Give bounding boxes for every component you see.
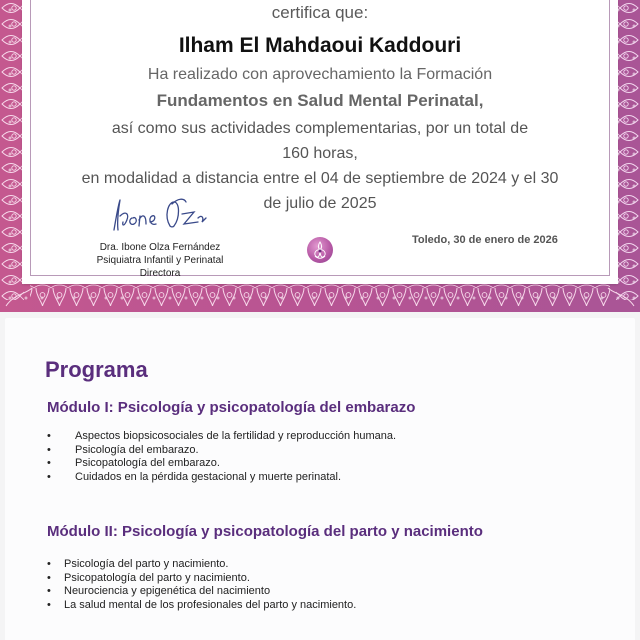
course-title: Fundamentos en Salud Mental Perinatal, [156, 91, 484, 110]
bullet-icon: • [47, 598, 51, 611]
place-date: Toledo, 30 de enero de 2026 [412, 234, 558, 246]
document-page: certifica que: Ilham El Mahdaoui Kaddouri Ha realizado con aprovechamiento la Formación Fundamentos en Salud Mental Perinatal, así como sus actividades complementarias, por un total de 160 horas, en modalidad a distancia entre el 04 de septiembre de 2024 y el 30 de julio de 2025 Dra. Ibone Olza Fernández Psiquiatra Infantil y Perinatal Directora Toledo, 30 de enero de 2026 Programa Módulo I: Psicología y psicopatología del embarazo • Aspectos biopsicosociales de la fertilidad y reproducción humana. • Psicología del embarazo. • Psicopatología del embarazo. • Cuidados en la pérdida gestacional y muerte perinatal. Módulo II: Psicología y psicopatología del parto y nacimiento • Psicología del parto y nacimiento. • Psicopatología del parto y nacimiento. • Neurociencia y epigenética del nacimiento • La salud mental de los profesionales del parto y nacimiento. [0, 0, 640, 640]
certificate [0, 0, 640, 312]
bullet-icon: • [47, 430, 51, 442]
lotus-triquetra-logo-icon [307, 237, 333, 263]
signature-icon [106, 196, 216, 236]
bullet-icon: • [47, 457, 51, 469]
end-date-line: de julio de 2025 [263, 195, 377, 212]
signer-role: Directora [139, 268, 181, 279]
completion-statement: Ha realizado con aprovechamiento la Formación [147, 66, 493, 83]
lace-border-bottom-icon [0, 284, 640, 312]
bullet-icon: • [47, 571, 51, 584]
signer-title: Psiquiatra Infantil y Perinatal [96, 255, 224, 266]
modality-dates-line: en modalidad a distancia entre el 04 de septiembre de 2024 y el 30 [81, 170, 559, 187]
certifies-label: certifica que: [271, 3, 369, 22]
recipient-name: Ilham El Mahdaoui Kaddouri [178, 34, 462, 57]
bullet-icon: • [47, 443, 51, 456]
activities-statement: así como sus actividades complementarias, por un total de [111, 120, 529, 137]
signer-name: Dra. Ibone Olza Fernández [99, 242, 221, 253]
module-2-title: Módulo II: Psicología y psicopatología del parto y nacimiento [47, 523, 483, 540]
total-hours: 160 horas, [282, 145, 358, 162]
bullet-icon: • [47, 558, 51, 570]
module-1-title: Módulo I: Psicología y psicopatología del embarazo [47, 399, 416, 416]
bullet-icon: • [47, 585, 51, 597]
bullet-icon: • [47, 470, 51, 483]
signer-block [60, 241, 260, 280]
program-title: Programa [45, 357, 148, 382]
